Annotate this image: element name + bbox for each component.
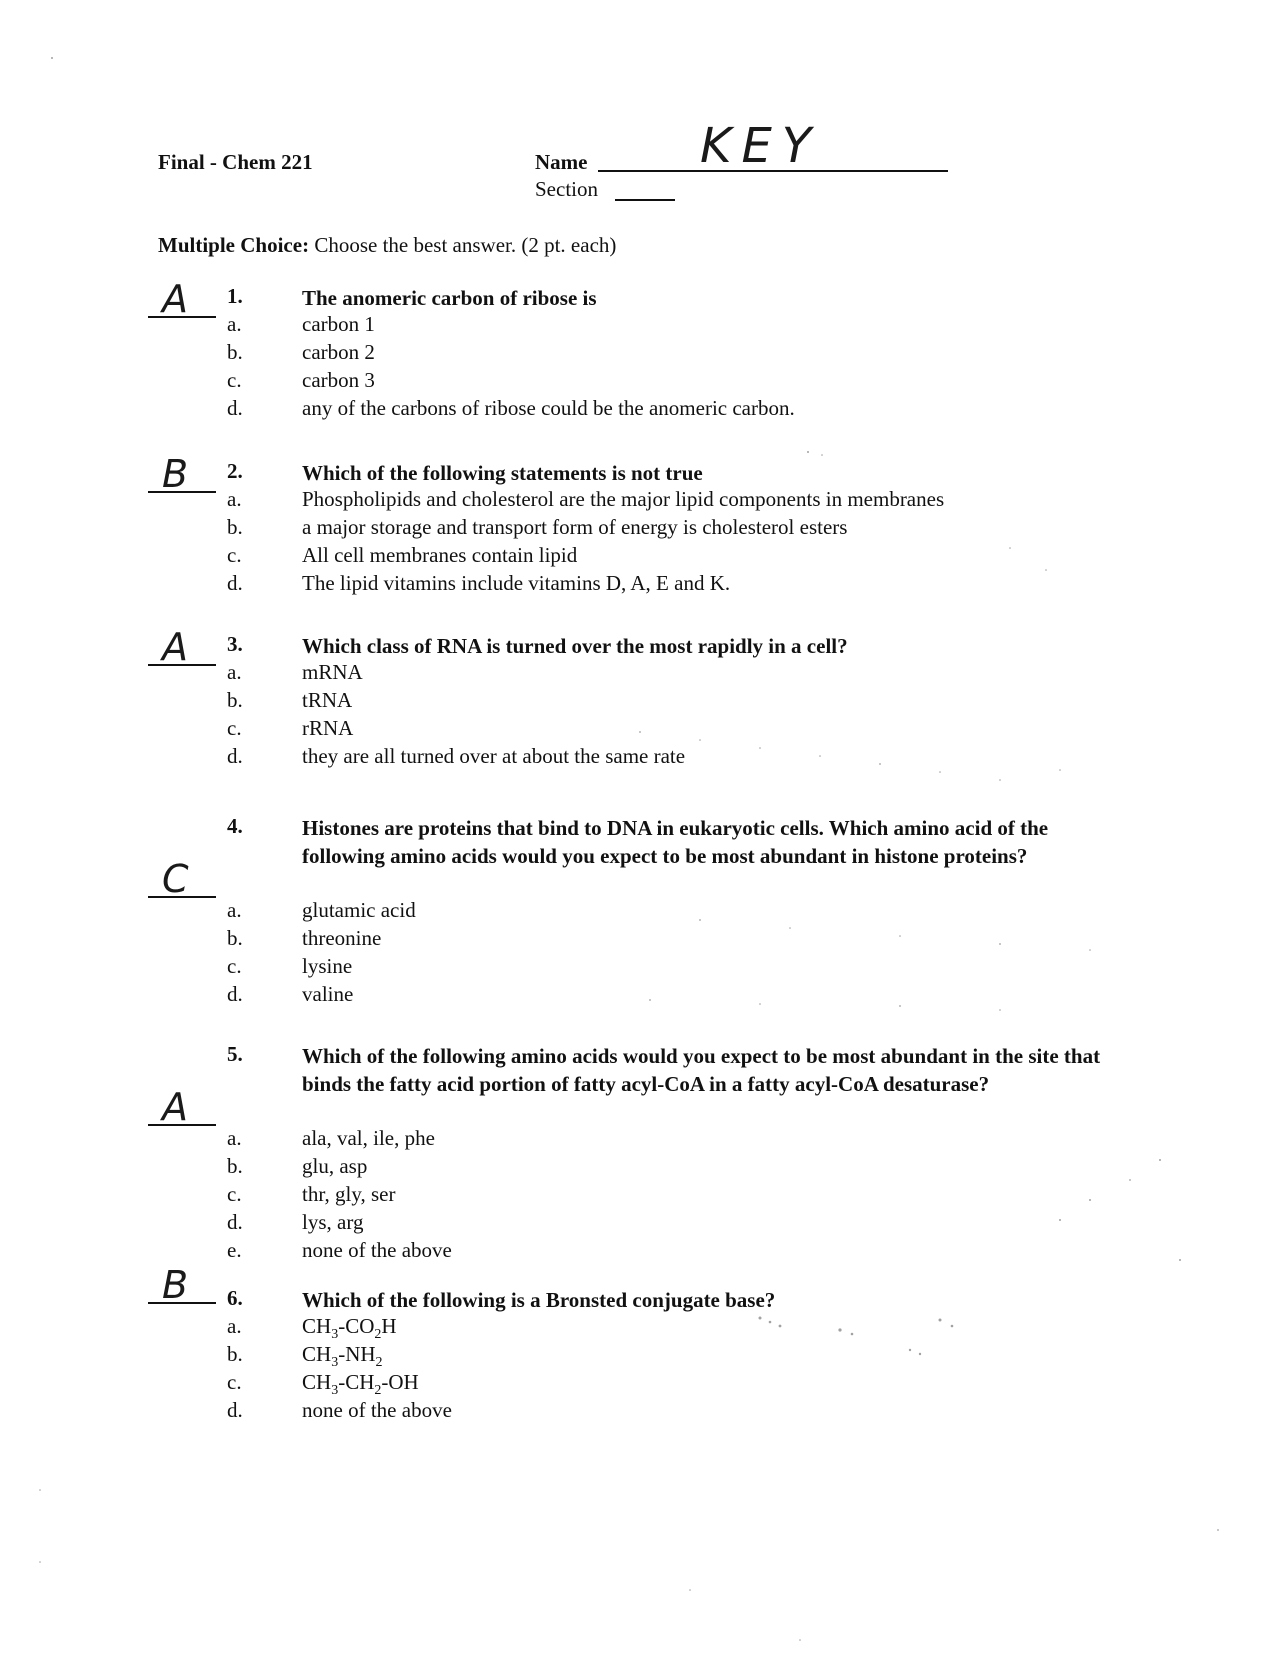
option [0, 688, 1280, 716]
option [0, 1210, 1280, 1238]
option-letter: c. [227, 368, 242, 392]
option-letter: d. [227, 396, 243, 420]
option [0, 1398, 1280, 1426]
option-text: any of the carbons of ribose could be the anomeric carbon. [302, 396, 795, 420]
option-text: glu, asp [302, 1154, 368, 1178]
option-letter: c. [227, 543, 242, 567]
option [0, 1182, 1280, 1210]
option-letter: a. [227, 487, 242, 511]
option-letter: b. [227, 926, 243, 950]
option-text: they are all turned over at about the same rate [302, 744, 686, 768]
option-text: All cell membranes contain lipid [302, 543, 578, 567]
option [0, 543, 1280, 571]
option-letter: a. [227, 312, 242, 336]
option-letter: a. [227, 898, 242, 922]
option-letter: a. [227, 660, 242, 684]
option [0, 954, 1280, 982]
option [0, 926, 1280, 954]
option-letter: e. [227, 1238, 242, 1262]
option-letter: c. [227, 1370, 242, 1394]
option-text: lys, arg [302, 1210, 364, 1234]
option-text: carbon 1 [302, 312, 375, 336]
question-text: Which of the following is a Bronsted conjugate base? [302, 1288, 776, 1312]
handwritten-answer: A [162, 1085, 188, 1129]
handwritten-answer: A [162, 625, 188, 669]
option-letter: b. [227, 1154, 243, 1178]
option-letter: d. [227, 1210, 243, 1234]
option [0, 487, 1280, 515]
option-letter: b. [227, 515, 243, 539]
option-text: ala, val, ile, phe [302, 1126, 435, 1150]
name-label: Name [535, 150, 588, 174]
option-letter: d. [227, 982, 243, 1006]
option-text: The lipid vitamins include vitamins D, A, E and K. [302, 571, 731, 595]
answer-blank [148, 1260, 216, 1307]
option [0, 396, 1280, 424]
option [0, 982, 1280, 1010]
exam-title: Final - Chem 221 [158, 150, 313, 174]
option [0, 368, 1280, 396]
option-text: tRNA [302, 688, 353, 712]
question-number: 3. [227, 632, 243, 656]
option [0, 660, 1280, 688]
option-text: thr, gly, ser [302, 1182, 396, 1206]
option-letter: c. [227, 1182, 242, 1206]
handwritten-answer: A [162, 277, 188, 321]
question-text: Which class of RNA is turned over the most rapidly in a cell? [302, 634, 848, 658]
option-letter: d. [227, 571, 243, 595]
option-text: none of the above [302, 1398, 452, 1422]
question-text: Which of the following amino acids would you expect to be most abundant in the site that binds the fatty acid portion of fatty acyl-CoA in a fatty acyl-CoA desaturase? [302, 1044, 1101, 1096]
option-text: $CH_3-NH_2$ [302, 1342, 383, 1371]
handwritten-answer: B [162, 452, 189, 496]
option-text: mRNA [302, 660, 363, 684]
instructions [158, 233, 616, 258]
option-letter: b. [227, 340, 243, 364]
question-text: Histones are proteins that bind to DNA in eukaryotic cells. Which amino acid of the following amino acids would you expect to be most abundant in histone proteins? [302, 816, 1049, 868]
instructions-lead: Multiple Choice: [158, 233, 310, 257]
option-text: $CH_3-CO_2H$ [302, 1314, 397, 1343]
instructions-text: Choose the best answer. (2 pt. each) [314, 233, 617, 257]
option [0, 1342, 1280, 1370]
answer-blank [148, 1082, 216, 1129]
section-underline [615, 199, 675, 201]
option-text: glutamic acid [302, 898, 416, 922]
answer-blank [148, 854, 216, 901]
option [0, 898, 1280, 926]
option-letter: b. [227, 688, 243, 712]
option-letter: c. [227, 716, 242, 740]
option-text: threonine [302, 926, 382, 950]
option [0, 716, 1280, 744]
option [0, 312, 1280, 340]
option-text: a major storage and transport form of energy is cholesterol esters [302, 515, 848, 539]
option-letter: c. [227, 954, 242, 978]
option [0, 1314, 1280, 1342]
option-letter: a. [227, 1126, 242, 1150]
section-label: Section [535, 177, 598, 201]
handwritten-answer: B [162, 1263, 189, 1307]
option-text: lysine [302, 954, 353, 978]
option-text: rRNA [302, 716, 354, 740]
option [0, 340, 1280, 368]
question-number: 1. [227, 284, 243, 308]
option-letter: a. [227, 1314, 242, 1338]
option-letter: d. [227, 1398, 243, 1422]
option [0, 1370, 1280, 1398]
question-number: 2. [227, 459, 243, 483]
question-text: Which of the following statements is not true [302, 461, 703, 485]
name-handwritten-value: KEY [700, 118, 822, 174]
option [0, 744, 1280, 772]
option [0, 1154, 1280, 1182]
option [0, 515, 1280, 543]
option-text: valine [302, 982, 354, 1006]
option [0, 1126, 1280, 1154]
option-text: none of the above [302, 1238, 452, 1262]
option [0, 571, 1280, 599]
question-number: 4. [227, 814, 243, 838]
question-number: 5. [227, 1042, 243, 1066]
option-letter: d. [227, 744, 243, 768]
option-text: carbon 2 [302, 340, 375, 364]
handwritten-answer: C [162, 857, 189, 901]
question-text: The anomeric carbon of ribose is [302, 286, 597, 310]
option-letter: b. [227, 1342, 243, 1366]
answer-underline [148, 1302, 216, 1304]
option-text: $CH_3-CH_2-OH$ [302, 1370, 419, 1399]
question-number: 6. [227, 1286, 243, 1310]
option-text: carbon 3 [302, 368, 375, 392]
option-text: Phospholipids and cholesterol are the major lipid components in membranes [302, 487, 945, 511]
